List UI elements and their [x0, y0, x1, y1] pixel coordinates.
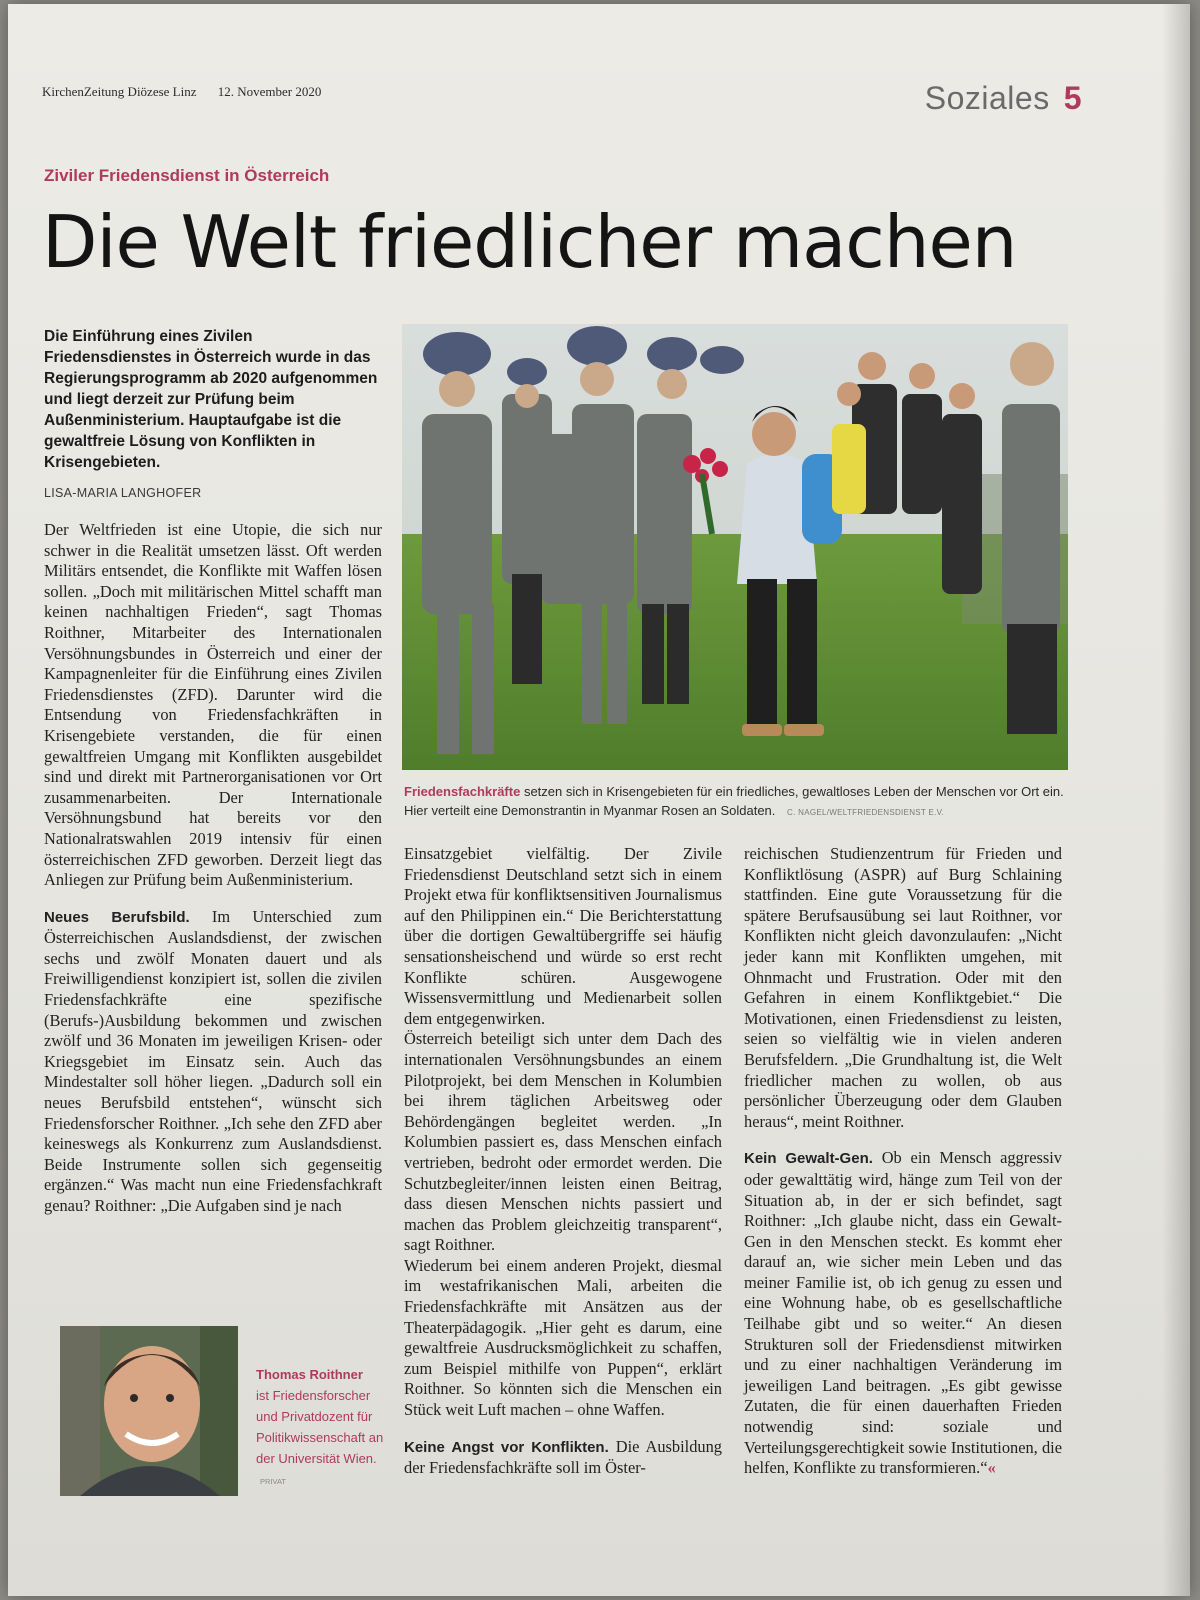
- article-kicker: Ziviler Friedensdienst in Österreich: [44, 166, 330, 185]
- masthead-right: [925, 80, 1082, 117]
- paragraph-text: Ob ein Mensch aggressiv oder gewalttätig wird, hänge zum Teil von der Situation ab, in der er sich befindet, sagt Roithner: „Ich glaube nicht, dass ein Gewalt-Gen in den Menschen steckt. Es kommt eher darauf an, wie sicher mein Leben und das meiner Familie ist, ob ich genug zu essen und eine Wohnung habe, ob es gesellschaftliche Teilhabe gibt und so weiter.“ An diesen Strukturen soll der Friedensdienst mitwirken und zu einer nachhaltigen Veränderung im jeweiligen Land beitragen. „Es gibt gewisse Zutaten, die für einen dauerhaften Frieden notwendig sind: soziale und Verteilungsgerechtigkeit sowie Institutionen, die helfen, Konflikte zu transformieren.“: [744, 1148, 1062, 1478]
- paragraph: reichischen Studienzentrum für Frieden und Konfliktlösung (ASPR) auf Burg Schlaining stattfinden. Eine gute Voraussetzung für die spätere Berufsausübung sei laut Roithner, vor Konflikten nicht gleich davonzulaufen: „Nicht jeder kann mit Konflikten umgehen, mit Ohnmacht und Frustration. Oder mit den Gefahren in einem Konfliktgebiet.“ Die Motivationen, einen Friedensdienst zu leisten, seien so vielfältig wie in vielen anderen Berufsfeldern. „Die Grundhaltung ist, die Welt friedlicher machen zu wollen, ob aus persönlicher Überzeugung oder dem Glauben heraus“, meint Roithner.: [744, 844, 1062, 1131]
- article-headline: Die Welt friedlicher machen: [42, 200, 1017, 284]
- masthead-left: [42, 84, 339, 100]
- subheading: Keine Angst vor Konflikten.: [404, 1438, 609, 1456]
- author-portrait: [60, 1326, 238, 1496]
- section-name: Soziales: [924, 80, 1050, 116]
- bio-name: Thomas Roithner: [256, 1367, 363, 1382]
- paragraph: [404, 1437, 722, 1479]
- paragraph: [44, 907, 382, 1217]
- author-bio: [256, 1364, 390, 1492]
- article-photo: [402, 324, 1068, 770]
- article-author: LISA-MARIA LANGHOFER: [44, 486, 202, 500]
- paragraph: Österreich beteiligt sich unter dem Dach des internationalen Versöhnungsbundes an einem Pilotprojekt, bei dem Menschen in Kolumbien bei ihrem täglichen Arbeitsweg oder Behördengängen begleitet werden. „In Kolumbien passiert es, dass Menschen einfach vertrieben, bedroht oder ermordet werden. Die Schutzbegleiter/innen leisten einen Beitrag, dass diesen Menschen nichts passiert und machen das Problem gleichzeitig transparent“, sagt Roithner.: [404, 1029, 722, 1255]
- paragraph-text: Die Ausbildung der Friedensfachkräfte soll im Öster-: [404, 1436, 722, 1478]
- demonstration-photo: [402, 324, 1068, 770]
- text-column-3: [744, 844, 1062, 1495]
- caption-label: Friedensfachkräfte: [404, 784, 521, 799]
- photo-caption: [404, 782, 1074, 822]
- photo-credit: C. NAGEL/WELTFRIEDENSDIENST E.V.: [787, 808, 945, 817]
- end-mark: «: [987, 1458, 996, 1478]
- page-edge-shadow: [1162, 4, 1190, 1596]
- paragraph: Der Weltfrieden ist eine Utopie, die sich nur schwer in die Realität umsetzen lässt. Oft werden Militärs entsendet, die Konflikte mit Waffen lösen sollen. „Doch mit militärischen Mittel schafft man keinen nachhaltigen Frieden“, sagt Thomas Roithner, Mitarbeiter des Internationalen Versöhnungsbundes in Österreich und einer der Kampagnenleiter für die Einführung eines Zivilen Friedensdienstes (ZFD). Darunter wird die Entsendung von Friedensfachkräften in Krisengebiete verstanden, die für einen gewaltfreien Umgang mit Konflikten ausgebildet sind und direkt mit Partnerorganisationen vor Ort zusammenarbeiten. Der Internationale Versöhnungsbund hat bereits vor den Nationalratswahlen 2019 intensiv für einen österreichischen ZFD geworben. Derzeit liegt das Anliegen zur Prüfung beim Außenministerium.: [44, 520, 382, 890]
- publication-name: KirchenZeitung Diözese Linz: [42, 84, 197, 99]
- bio-text: ist Friedensforscher und Privatdozent für Politikwissenschaft an der Universität Wien.: [256, 1388, 384, 1466]
- page-number: 5: [1063, 80, 1082, 116]
- paragraph: [744, 1148, 1062, 1479]
- paragraph: Einsatzgebiet vielfältig. Der Zivile Friedensdienst Deutschland setzt sich in einem Projekt etwa für konfliktsensitiven Journalismus auf den Philippinen ein.“ Die Berichterstattung über die dortigen Gewaltübergriffe sei häufig sensationsheischend und würde so erst recht Konflikte schüren. Ausgewogene Wissensvermittlung und Medienarbeit sollen dem entgegenwirken.: [404, 844, 722, 1028]
- paragraph-text: Im Unterschied zum Österreichischen Auslandsdienst, der zwischen sechs und zwölf Monaten dauert und als Freiwilligendienst konzipiert ist, sollen die zivilen Friedensfachkräfte eine spezifische (Berufs-)Ausbildung bekommen und zwischen zwölf und 36 Monaten im jeweiligen Krisen- oder Kriegsgebiet im Einsatz sein. Auch das Mindestalter soll höher liegen. „Dadurch soll ein neues Berufsbild entstehen“, wünscht sich Friedensforscher Roithner. „Ich sehe den ZFD aber keineswegs als Konkurrenz zum Auslandsdienst. Beide Instrumente sollen sich gegenseitig ergänzen.“ Was macht nun eine Friedensfachkraft genau? Roithner: „Die Aufgaben sind je nach: [44, 906, 382, 1215]
- portrait-credit: PRIVAT: [260, 1477, 286, 1486]
- text-column-1: [44, 520, 382, 1233]
- subheading: Kein Gewalt-Gen.: [744, 1150, 873, 1168]
- caption-text: setzen sich in Krisengebieten für ein friedliches, gewaltloses Leben der Menschen vor Ort ein. Hier verteilt eine Demonstrantin in Myanmar Rosen an Soldaten.: [404, 784, 1064, 818]
- article-lead: Die Einführung eines Zivilen Friedensdienstes in Österreich wurde in das Regierungsprogramm ab 2020 aufgenommen und liegt derzeit zur Prüfung beim Außenministerium. Hauptaufgabe ist die gewaltfreie Lösung von Konflikten in Krisengebieten.: [44, 328, 378, 471]
- subheading: Neues Berufsbild.: [44, 908, 190, 926]
- newspaper-page: [8, 4, 1190, 1596]
- text-column-2: [404, 844, 722, 1495]
- portrait-photo: [60, 1326, 238, 1496]
- issue-date: 12. November 2020: [217, 84, 322, 99]
- paragraph: Wiederum bei einem anderen Projekt, diesmal im westafrikanischen Mali, arbeiten die Friedensfachkräfte mit Ansätzen aus der Theaterpädagogik. „Hier geht es darum, eine gewaltfreie Ausdrucksmöglichkeit zu schaffen, zum Beispiel mithilfe von Puppen“, erklärt Roithner. So könnten sich die Menschen ein Stück weit Luft machen – ohne Waffen.: [404, 1255, 722, 1420]
